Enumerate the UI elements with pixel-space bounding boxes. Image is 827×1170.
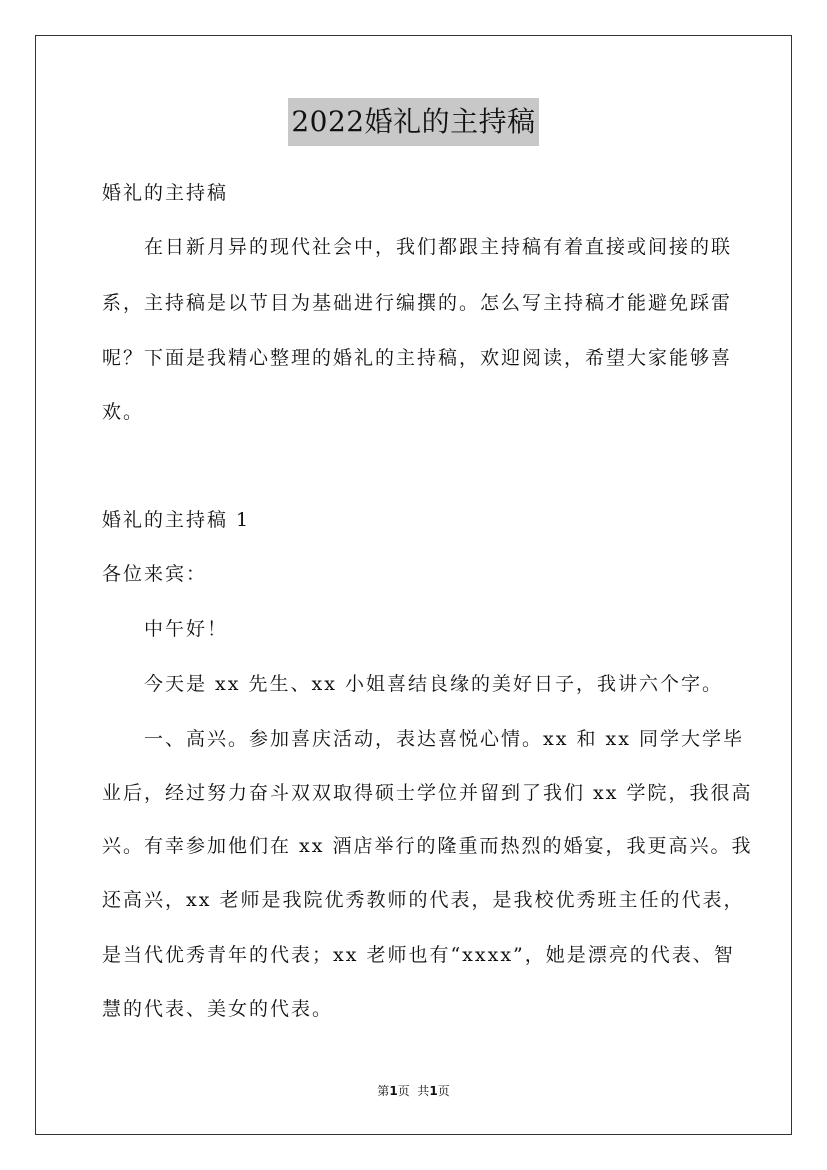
page-total: 1 (429, 1084, 438, 1098)
section-heading: 婚礼的主持稿 1 (102, 509, 251, 531)
paragraph-line: 兴。有幸参加他们在 xx 酒店举行的隆重而热烈的婚宴，我更高兴。我 (102, 835, 753, 857)
paragraph-line: 在日新月异的现代社会中，我们都跟主持稿有着直接或间接的联 (144, 236, 733, 258)
paragraph-line: 系，主持稿是以节目为基础进行编撰的。怎么写主持稿才能避免踩雷 (102, 292, 733, 314)
salutation: 各位来宾： (102, 563, 208, 585)
footer-label: 页 (437, 1084, 450, 1098)
paragraph-line: 呢？下面是我精心整理的婚礼的主持稿，欢迎阅读，希望大家能够喜 (102, 347, 733, 369)
paragraph-line: 今天是 xx 先生、xx 小姐喜结良缘的美好日子，我讲六个字。 (144, 673, 723, 695)
greeting: 中午好！ (144, 618, 229, 640)
paragraph-line: 欢。 (102, 401, 145, 423)
title-container (0, 98, 827, 146)
page-footer (0, 1082, 827, 1100)
paragraph-line: 是当代优秀青年的代表；xx 老师也有“xxxx”，她是漂亮的代表、智 (102, 944, 735, 966)
paragraph-line: 还高兴，xx 老师是我院优秀教师的代表，是我校优秀班主任的代表， (102, 889, 745, 911)
paragraph-line: 慧的代表、美女的代表。 (102, 998, 334, 1020)
footer-label: 页 共 (397, 1084, 430, 1098)
paragraph-line: 一、高兴。参加喜庆活动，表达喜悦心情。xx 和 xx 同学大学毕 (144, 728, 744, 750)
page-number: 1 (389, 1084, 398, 1098)
document-title: 2022婚礼的主持稿 (288, 98, 538, 146)
paragraph-line: 业后，经过努力奋斗双双取得硕士学位并留到了我们 xx 学院，我很高 (102, 782, 753, 804)
footer-label: 第 (377, 1084, 390, 1098)
section-heading: 婚礼的主持稿 (102, 182, 229, 204)
